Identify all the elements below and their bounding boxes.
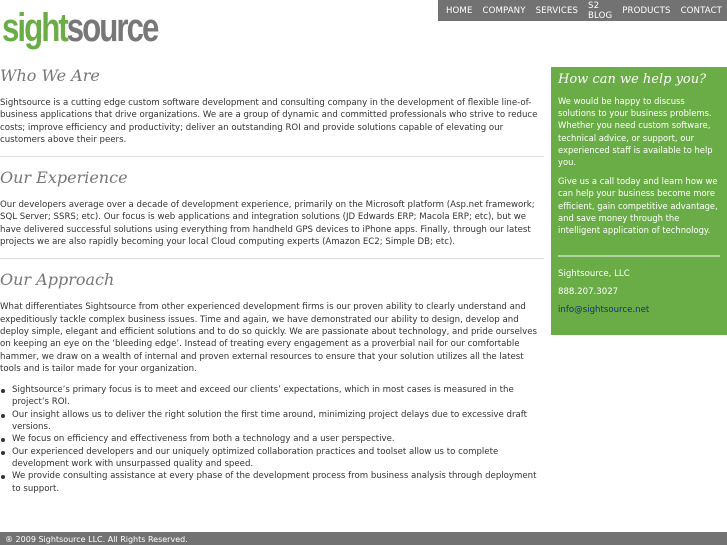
list-item: We provide consulting assistance at every phase of the development process from business analysis through deployment to support. xyxy=(0,470,544,495)
help-sidebar xyxy=(551,67,727,335)
nav-home[interactable]: HOME xyxy=(446,5,473,16)
nav-products[interactable]: PRODUCTS xyxy=(622,5,671,16)
section-title: Who We Are xyxy=(0,66,100,85)
top-nav xyxy=(438,0,727,21)
list-item: Our experienced developers and our uniquely optimized collaboration practices and toolset allow us to complete development work with unsurpassed quality and speed. xyxy=(0,446,544,471)
list-item: We focus on efficiency and effectiveness from both a technology and a user perspective. xyxy=(0,433,544,445)
section-text: Sightsource is a cutting edge custom software development and consulting company in the development of flexible line-of-business applications that drive organizations. We are a group of dynamic and committed professionals who strive to reduce costs; improve efficiency and productivity; deliver an outstanding ROI and provide solutions capable of elevating our customers above their peers. xyxy=(0,98,538,145)
logo[interactable] xyxy=(0,0,195,56)
nav-company[interactable]: COMPANY xyxy=(482,5,526,16)
main-content xyxy=(0,66,544,495)
phone-number: 888.207.3027 xyxy=(558,287,619,298)
divider xyxy=(0,258,544,259)
list-item: Our insight allows us to deliver the right solution the first time around, minimizing project delays due to excessive draft versions. xyxy=(0,409,544,434)
nav-services[interactable]: SERVICES xyxy=(535,5,579,16)
approach-list xyxy=(0,384,544,495)
nav-contact[interactable]: CONTACT xyxy=(680,5,723,16)
footer: ® 2009 Sightsource LLC. All Rights Reserved. xyxy=(0,532,727,545)
section-text: Our developers average over a decade of development experience, primarily on the Microsoft platform (Asp.net framework; SQL Server; SSRS; etc). Our focus is web applications and integration solutions (JD Edwards ERP; Macola ERP; etc), but we have delivered successful solutions using everything from handheld GPS devices to iPhone apps. Finally, through our latest projects we are also rapidly becoming your local Cloud computing experts (Amazon EC2; Simple DB; etc). xyxy=(0,200,535,248)
section-title: Our Approach xyxy=(0,270,115,290)
email-link[interactable]: info@sightsource.net xyxy=(558,305,650,316)
list-item: Sightsource’s primary focus is to meet and exceed our clients’ expectations, which in most cases is measured in the project’s ROI. xyxy=(0,384,544,409)
section-title: Our Experience xyxy=(0,168,128,188)
divider xyxy=(0,156,544,157)
section-text: What differentiates Sightsource from other experienced development firms is our proven ability to clearly understand and expeditiously tackle complex business issues. Time and again, we have demonstrated our ability to design, develop and deploy simple, elegant and efficient solutions and to do so quickly. We are passionate about technology, and pride ourselves on keeping an eye on the ‘bleeding edge’. Instead of treating every engagement as a proverbial nail for our comfortable hammer, we draw on a wealth of internal and proven external resources to ensure that your solution utilizes all the latest tools and is tailor made for your organization. xyxy=(0,302,538,374)
brand-wordmark: sightsource xyxy=(2,6,158,50)
sidebar-title: How can we help you? xyxy=(558,72,707,87)
sidebar-text: Give us a call today and learn how we can help your business become more efficient, gain competitive advantage, and save money through the intelligent application of technology. xyxy=(558,176,718,236)
divider xyxy=(558,255,720,257)
sidebar-text: We would be happy to discuss solutions to your business problems. Whether you need custom software, technical advice, or support, our experienced staff is available to help you. xyxy=(558,96,713,168)
nav-blog[interactable]: S2 BLOG xyxy=(588,0,613,21)
company-name: Sightsource, LLC xyxy=(558,269,630,280)
